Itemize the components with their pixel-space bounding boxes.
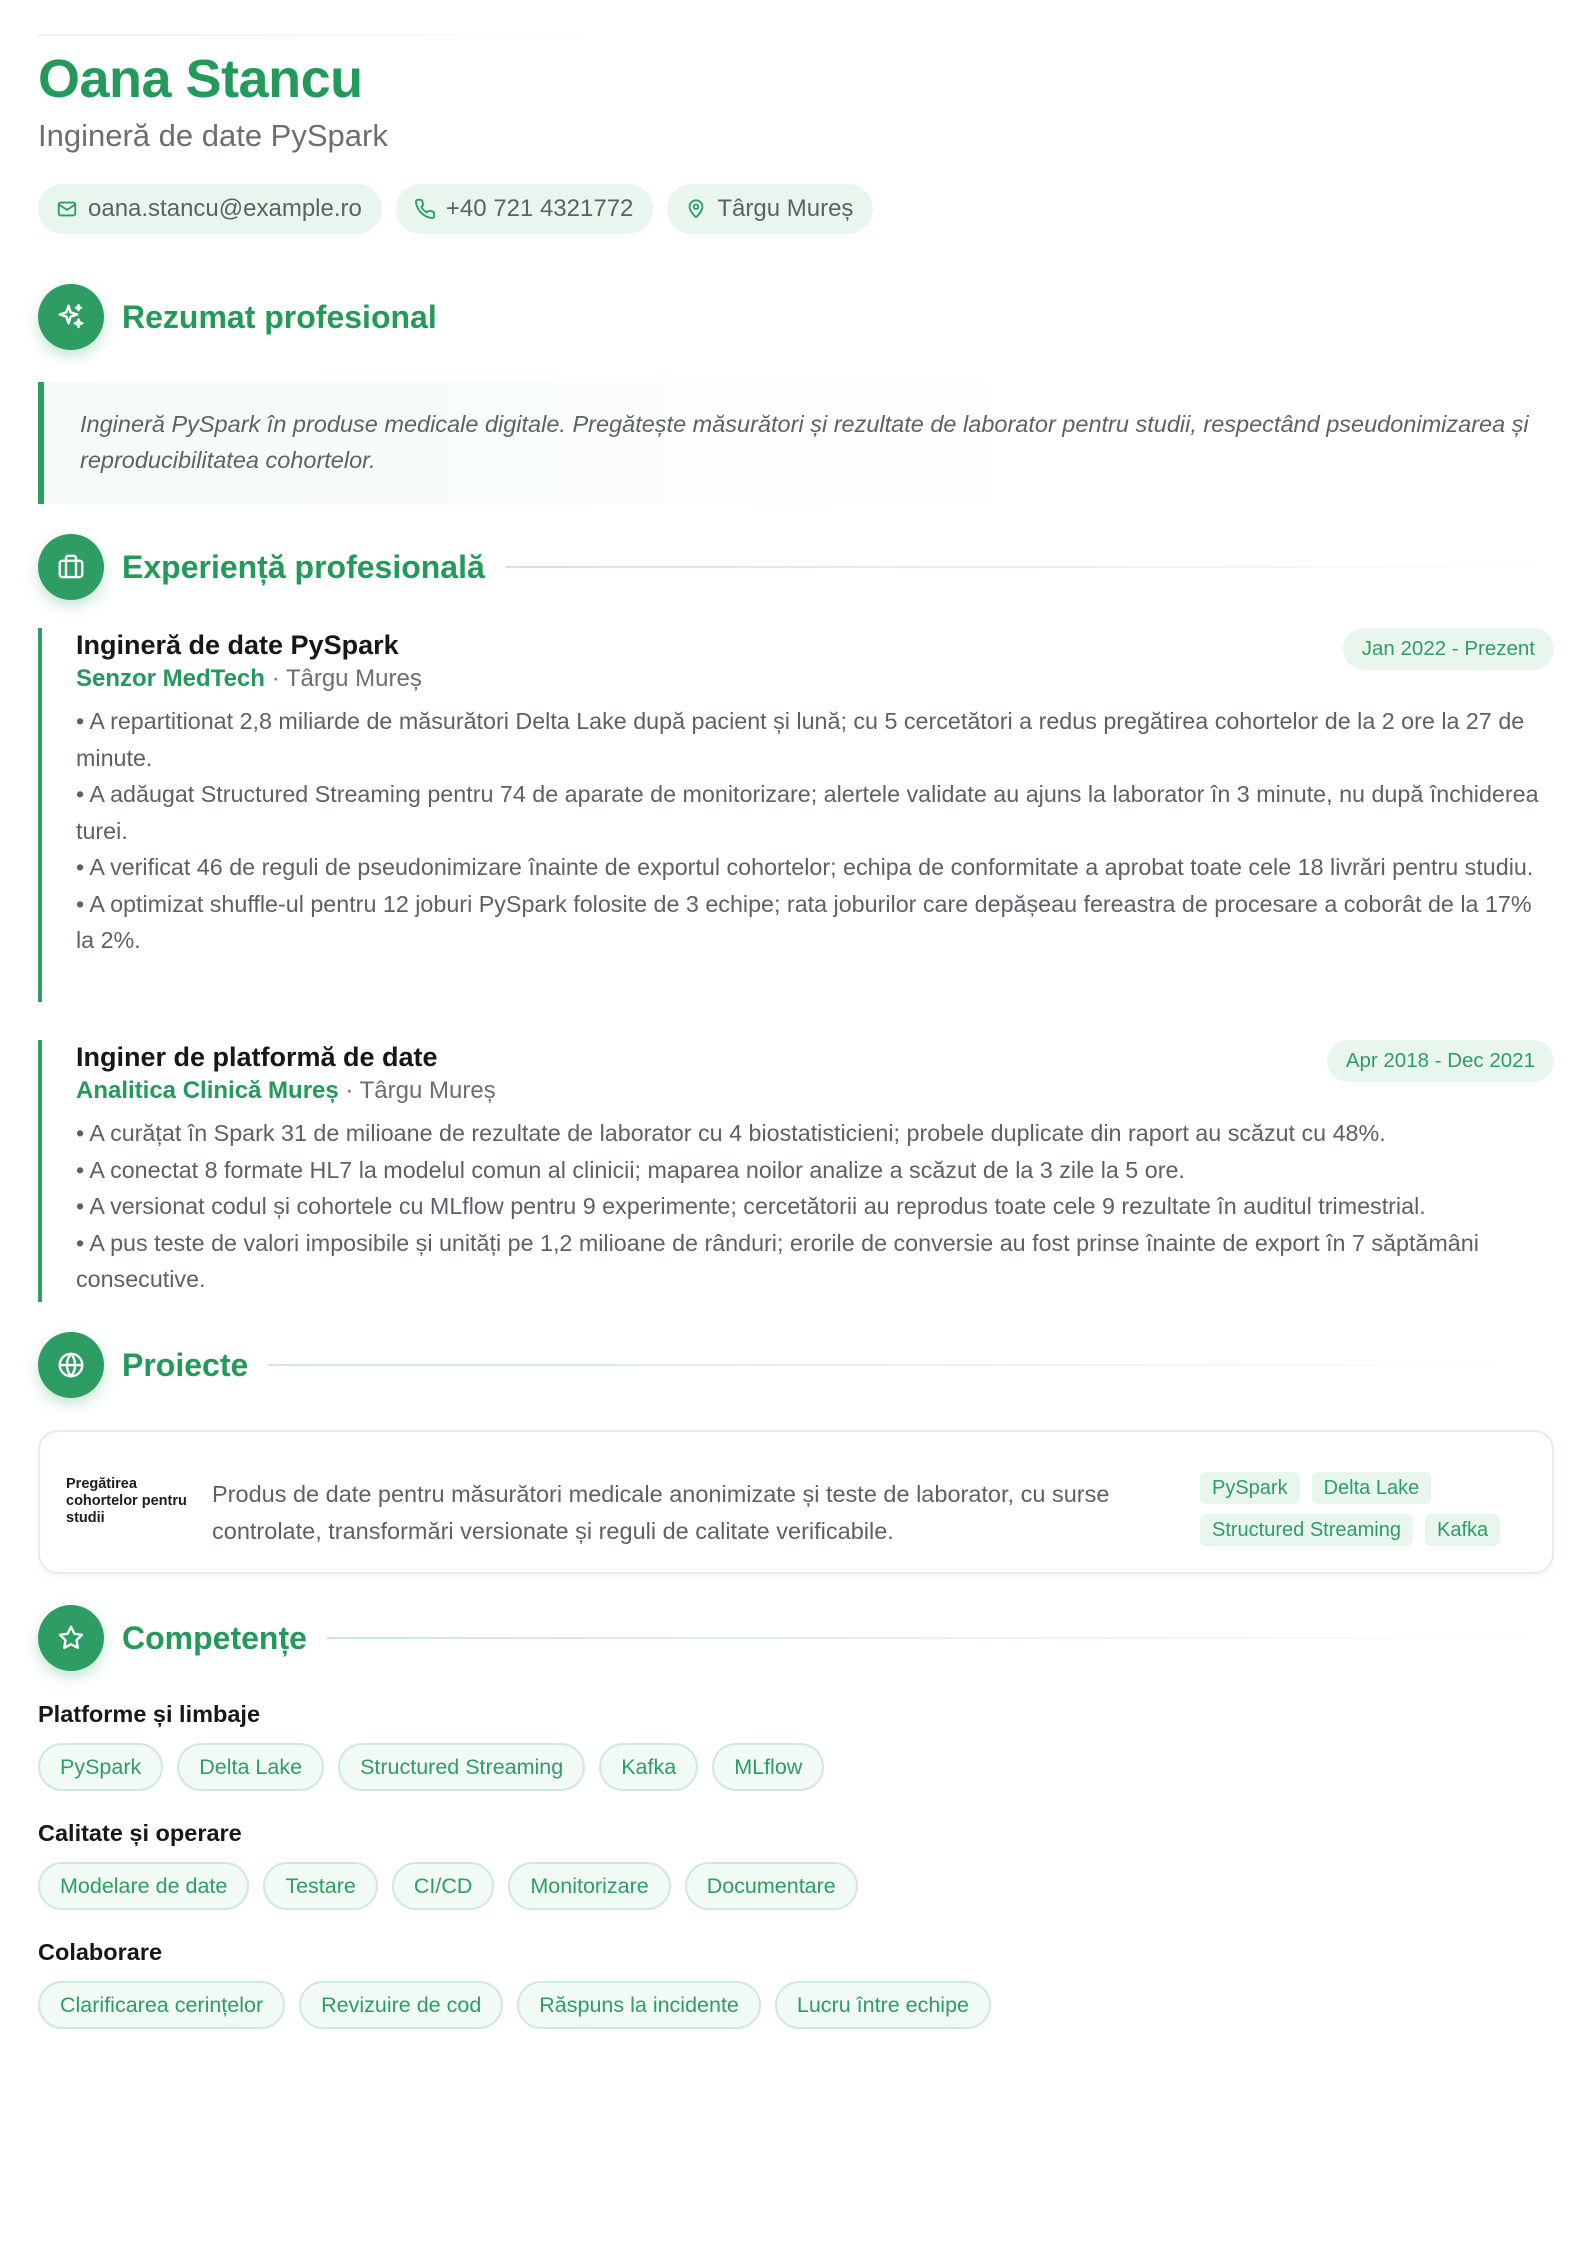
- skill-tag: Lucru între echipe: [775, 1981, 991, 2029]
- section-divider: [268, 1364, 1554, 1366]
- sparkles-icon: [38, 284, 104, 350]
- experience-section-header: [38, 534, 1554, 600]
- skill-tag: CI/CD: [392, 1862, 495, 1910]
- skills-section-title: Competențe: [122, 1619, 307, 1656]
- skill-group: [38, 1937, 991, 2029]
- location-pin-icon: [685, 198, 707, 220]
- date-badge: Jan 2022 - Prezent: [1343, 628, 1554, 670]
- contact-list: [38, 184, 873, 234]
- skill-tag: Kafka: [599, 1743, 698, 1791]
- skills-section-header: [38, 1605, 1554, 1671]
- mail-icon: [56, 198, 78, 220]
- projects-section-title: Proiecte: [122, 1346, 249, 1383]
- skill-tag: Testare: [263, 1862, 378, 1910]
- contact-email-text: oana.stancu@example.ro: [88, 195, 362, 222]
- project-tags: [1200, 1472, 1540, 1546]
- job-bullet: • A pus teste de valori imposibile și unități pe 1,2 milioane de rânduri; erorile de conversie au fost prinse înainte de export în 7 săptămâni consecutive.: [76, 1229, 1479, 1292]
- contact-phone[interactable]: [396, 184, 654, 234]
- skill-group-label: Calitate și operare: [38, 1820, 242, 1846]
- briefcase-icon: [38, 534, 104, 600]
- globe-icon: [38, 1332, 104, 1398]
- skill-tag: MLflow: [712, 1743, 824, 1791]
- skill-tag: Monitorizare: [508, 1862, 670, 1910]
- section-divider: [505, 566, 1554, 568]
- contact-location: [667, 184, 873, 234]
- job-bullet: • A conectat 8 formate HL7 la modelul comun al clinicii; maparea noilor analize a scăzut de la 3 zile la 5 ore.: [76, 1156, 1185, 1183]
- job-location: · Târgu Mureș: [264, 665, 422, 692]
- job-bullet: • A adăugat Structured Streaming pentru 74 de aparate de monitorizare; alertele validate au ajuns la laborator în 3 minute, nu după închiderea turei.: [76, 781, 1539, 844]
- skill-group-label: Colaborare: [38, 1939, 163, 1965]
- job-bullet: • A versionat codul și cohortele cu MLflow pentru 9 experimente; cercetătorii au reprodus toate cele 9 rezultate în auditul trimestrial.: [76, 1193, 1426, 1219]
- experience-item: [38, 1040, 1554, 1302]
- skill-list: [38, 1743, 824, 1791]
- job-bullets: [76, 1115, 1554, 1298]
- project-tag: Kafka: [1425, 1514, 1500, 1546]
- date-badge: Apr 2018 - Dec 2021: [1327, 1040, 1554, 1082]
- job-bullets: [76, 703, 1554, 959]
- project-description: Produs de date pentru măsurători medicale anonimizate și teste de laborator, cu surse controlate, transformări versionate și reguli de calitate verificabile.: [212, 1481, 1110, 1544]
- contact-phone-text: +40 721 4321772: [445, 195, 634, 222]
- contact-location-text: Târgu Mureș: [717, 195, 854, 222]
- project-tag: Structured Streaming: [1200, 1514, 1413, 1546]
- project-card: [38, 1430, 1554, 1574]
- skill-tag: Clarificarea cerințelor: [38, 1981, 285, 2029]
- top-divider: [38, 34, 658, 36]
- job-bullet: • A repartitionat 2,8 miliarde de măsurători Delta Lake după pacient și lună; cu 5 cercetători a redus pregătirea cohortelor de la 2 ore la 27 de minute.: [76, 708, 1525, 771]
- projects-section-header: [38, 1332, 1554, 1398]
- summary-block: [38, 382, 1554, 504]
- job-employer: [76, 662, 1554, 696]
- skill-tag: Revizuire de cod: [299, 1981, 503, 2029]
- project-name: Pregătirea cohortelor pentru studii: [66, 1476, 187, 1526]
- candidate-name: Oana Stancu: [38, 49, 363, 109]
- candidate-role: Ingineră de date PySpark: [38, 118, 388, 153]
- experience-section-title: Experiență profesională: [122, 548, 485, 585]
- skill-group-label: Platforme și limbaje: [38, 1701, 261, 1727]
- summary-section-title: Rezumat profesional: [122, 298, 437, 335]
- star-icon: [38, 1605, 104, 1671]
- company-name: Analitica Clinică Mureș: [76, 1077, 339, 1104]
- section-divider: [327, 1637, 1554, 1639]
- job-employer: [76, 1074, 1554, 1108]
- skill-tag: PySpark: [38, 1743, 163, 1791]
- job-bullet: • A optimizat shuffle-ul pentru 12 joburi PySpark folosite de 3 echipe; rata joburilor care depășeau fereastra de procesare a coborât de la 17% la 2%.: [76, 890, 1532, 953]
- phone-icon: [414, 198, 436, 220]
- job-title: Inginer de platformă de date: [76, 1042, 438, 1072]
- project-tag: Delta Lake: [1312, 1472, 1432, 1504]
- contact-email[interactable]: [38, 184, 382, 234]
- skill-tag: Delta Lake: [177, 1743, 324, 1791]
- skill-tag: Documentare: [685, 1862, 858, 1910]
- job-bullet: • A verificat 46 de reguli de pseudonimizare înainte de exportul cohortelor; echipa de conformitate a aprobat toate cele 18 livrări pentru studiu.: [76, 854, 1534, 880]
- skill-group: [38, 1699, 824, 1791]
- skill-list: [38, 1981, 991, 2029]
- skill-list: [38, 1862, 858, 1910]
- summary-text: Ingineră PySpark în produse medicale digitale. Pregătește măsurători și rezultate de laborator pentru studii, respectând pseudonimizarea și reproducibilitatea cohortelor.: [80, 411, 1529, 473]
- experience-item: [38, 628, 1554, 1002]
- job-title: Ingineră de date PySpark: [76, 630, 399, 660]
- skill-tag: Modelare de date: [38, 1862, 249, 1910]
- summary-section-header: [38, 284, 1554, 350]
- job-location: · Târgu Mureș: [338, 1077, 496, 1104]
- job-bullet: • A curățat în Spark 31 de milioane de rezultate de laborator cu 4 biostatisticieni; probele duplicate din raport au scăzut cu 48%.: [76, 1120, 1386, 1146]
- skill-tag: Structured Streaming: [338, 1743, 585, 1791]
- skill-group: [38, 1818, 858, 1910]
- company-name: Senzor MedTech: [76, 665, 265, 692]
- project-tag: PySpark: [1200, 1472, 1300, 1504]
- skill-tag: Răspuns la incidente: [517, 1981, 761, 2029]
